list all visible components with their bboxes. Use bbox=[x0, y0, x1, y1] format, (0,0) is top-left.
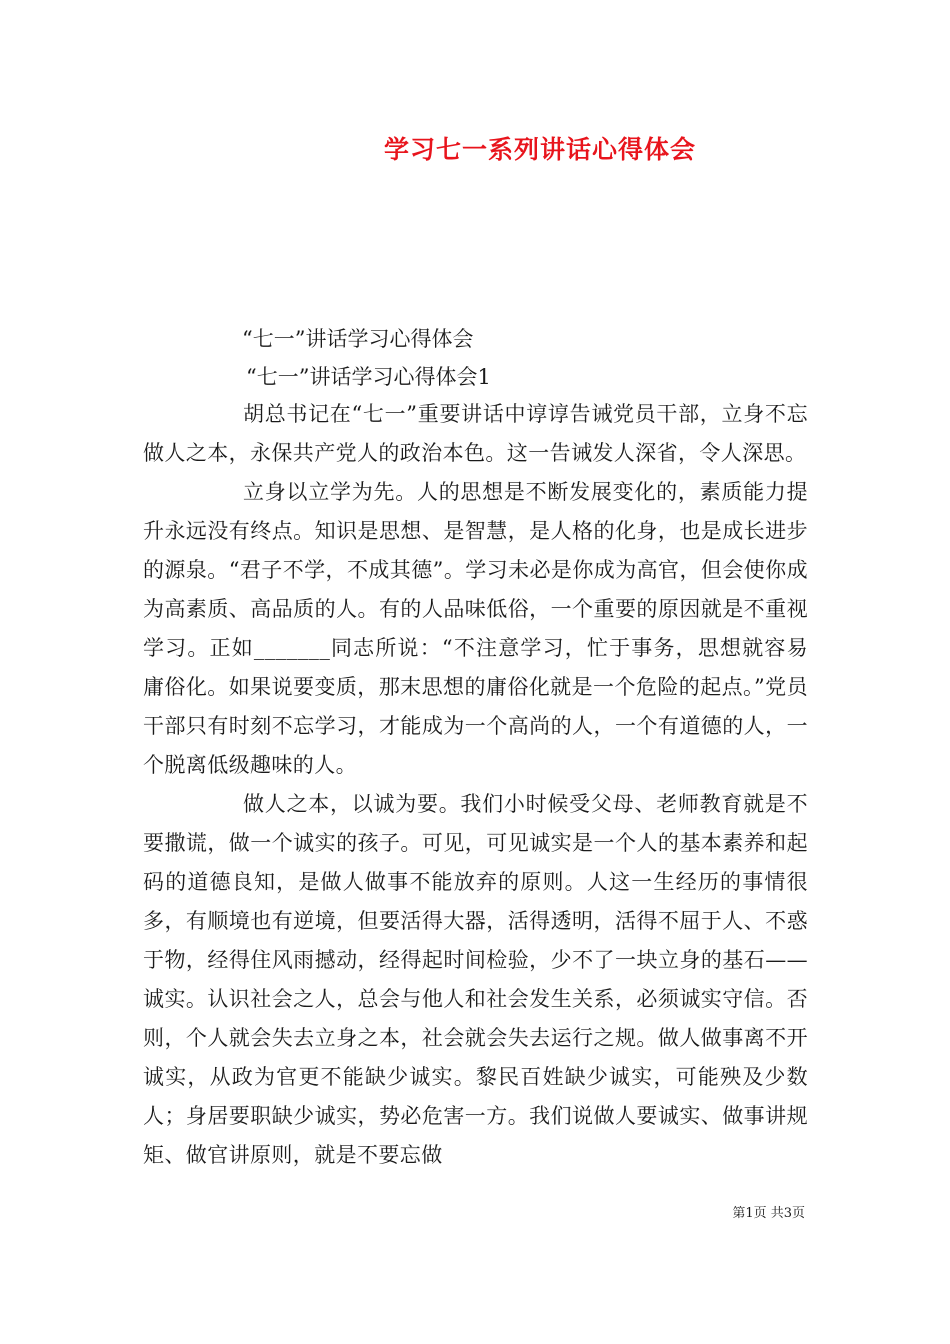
paragraph-3: 做人之本，以诚为要。我们小时候受父母、老师教育就是不要撒谎，做一个诚实的孩子。可见，可见诚实是一个人的基本素养和起码的道德良知，是做人做事不能放弃的原则。人这一生经历的事情很多，有顺境也有逆境，但要活得大器，活得透明，活得不屈于人、不惑于物，经得住风雨撼动，经得起时间检验，少不了一块立身的基石——诚实。认识社会之人，总会与他人和社会发生关系，必须诚实守信。否则，个人就会失去立身之本，社会就会失去运行之规。做人做事离不开诚实，从政为官更不能缺少诚实。黎民百姓缺少诚实，可能殃及少数人；身居要职缺少诚实，势必危害一方。我们说做人要诚实、做事讲规矩、做官讲原则，就是不要忘做 bbox=[143, 792, 808, 1167]
document-title: 学习七一系列讲话心得体会 bbox=[383, 135, 696, 164]
paragraph-1: 胡总书记在“七一”重要讲话中谆谆告诫党员干部，立身不忘做人之本，永保共产党人的政治本色。这一告诫发人深省，令人深思。 bbox=[143, 402, 808, 465]
section-subheading: “七一”讲话学习心得体会1 bbox=[246, 365, 491, 389]
body-text bbox=[143, 395, 808, 1175]
page-number-footer: 第1页 共3页 bbox=[732, 1206, 805, 1221]
paragraph-2: 立身以立学为先。人的思想是不断发展变化的，素质能力提升永远没有终点。知识是思想、是智慧，是人格的化身，也是成长进步的源泉。“君子不学，不成其德”。学习未必是你成为高官，但会使你成为高素质、高品质的人。有的人品味低俗，一个重要的原因就是不重视学习。正如_______同志所说：“不注意学习，忙于事务，思想就容易庸俗化。如果说要变质，那末思想的庸俗化就是一个危险的起点。”党员干部只有时刻不忘学习，才能成为一个高尚的人，一个有道德的人，一个脱离低级趣味的人。 bbox=[143, 480, 808, 777]
section-heading: “七一”讲话学习心得体会 bbox=[242, 327, 474, 351]
